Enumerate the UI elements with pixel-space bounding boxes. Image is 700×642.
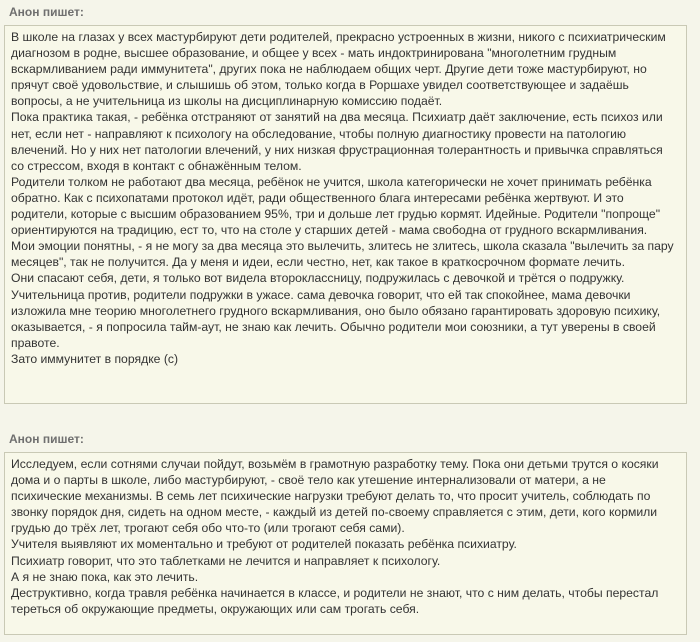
post-paragraph: Пока практика такая, - ребёнка отстраняют от занятий на два месяца. Психиатр даёт заключение, есть психоз или нет, если нет - направляют к психологу на обследование, чтобы полную диагностику провести на патологию влечений. Но у них нет патологии влечений, у них низкая фрустрационная толерантность и привычка справляться со стрессом, входя в контакт с обнажённым телом. — [11, 110, 663, 173]
post-paragraph: Зато иммунитет в порядке (с) — [11, 351, 179, 366]
post-paragraph: Психиатр говорит, что это таблетками не лечится и направляет к психологу. — [11, 553, 441, 568]
post-paragraph: Исследуем, если сотнями случаи пойдут, возьмём в грамотную разработку тему. Пока они детьми трутся о косяки дома и о парты в школе, либо мастурбируют, - своё тело как утешение интернализовали от матери, а не психические механизмы. В семь лет психические нагрузки требуют делать то, что просит учитель, соблюдать по звонку порядок дня, сидеть на одном месте, - каждый из детей по-своему справляется с этим, дети, кого кормили грудью до трёх лет, трогают себя обо что-то (или трогают себя сами). — [11, 457, 659, 536]
post-author: Анон пишет: — [9, 432, 84, 446]
post-paragraph: Деструктивно, когда травля ребёнка начинается в классе, и родители не знают, что с ним делать, чтобы перестал тереться об окружающие предметы, окружающих или сам трогать себя. — [11, 585, 659, 616]
post-body — [4, 25, 687, 404]
forum-post — [4, 3, 687, 407]
forum-post — [4, 430, 687, 637]
post-paragraph: А я не знаю пока, как это лечить. — [11, 569, 199, 584]
post-author: Анон пишет: — [9, 5, 84, 19]
post-paragraph: Родители толком не работают два месяца, ребёнок не учится, школа категорически не хочет принимать ребёнка обратно. Как с психопатами протокол идёт, ради общественного блага интересами ребёнка жертвуют. И это родители, которые с высшим образованием 95%, три и дольше лет грудью кормят. Идейные. Родители "попроще" ориентируются на традицию, ест то, что на столе у старших детей - мама свободна от грудного вскармливания. — [11, 174, 661, 238]
post-paragraph: Мои эмоции понятны, - я не могу за два месяца это вылечить, злитесь не злитесь, школа сказала "вылечить за пару месяцев", так не получится. Да у меня и идеи, если честно, нет, как такое в краткосрочном формате лечить. — [11, 239, 674, 270]
post-paragraph: Они спасают себя, дети, я только вот видела второклассницу, подружилась с девочкой и трётся о подружку. Учительница против, родители подружки в ужасе. сама девочка говорит, что ей так спокойнее, мама девочки изложила мне теорию многолетнего грудного вскармливания, оно было обязано гарантировать здоровую психику, оказывается, - я попросила тайм-аут, не знаю как лечить. Обычно родители мои союзники, а тут уверены в своей правоте. — [11, 271, 661, 350]
post-paragraph: В школе на глазах у всех мастурбируют дети родителей, прекрасно устроенных в жизни, никого с психиатрическим диагнозом в родне, высшее образование, и общее у всех - мать индоктринирована "многолетним грудным вскармливанием ради иммунитета", других пока не наблюдаем общих черт. Другие дети тоже мастурбируют, но прячут своё удовольствие, и слышишь об этом, только когда в Роршахе увидел соответствующее и задаёшь вопросы, а не учительница из школы на дисциплинарную комиссию подаёт. — [11, 30, 666, 109]
post-body — [4, 452, 687, 635]
post-paragraph: Учителя выявляют их моментально и требуют от родителей показать ребёнка психиатру. — [11, 537, 517, 552]
